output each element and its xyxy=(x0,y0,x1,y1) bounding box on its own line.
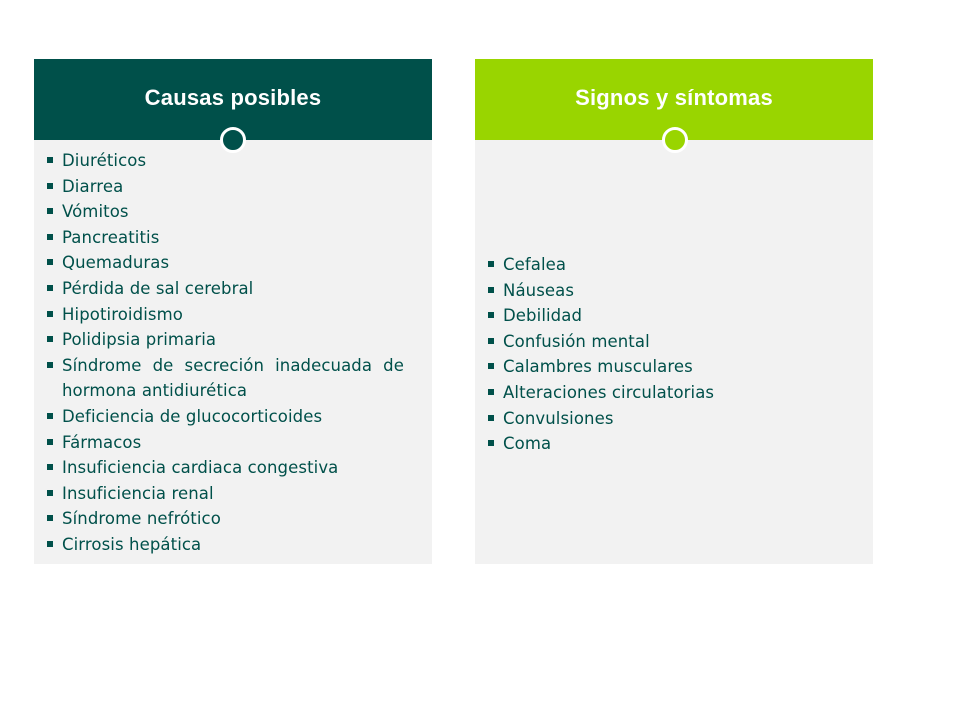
square-bullet-icon xyxy=(488,363,494,369)
square-bullet-icon xyxy=(47,259,53,265)
square-bullet-icon xyxy=(47,439,53,445)
list-item: Pancreatitis xyxy=(46,225,404,251)
list-item: Vómitos xyxy=(46,199,404,225)
list-item: Pérdida de sal cerebral xyxy=(46,276,404,302)
square-bullet-icon xyxy=(488,440,494,446)
causes-list xyxy=(46,148,404,558)
square-bullet-icon xyxy=(47,413,53,419)
list-item: Diarrea xyxy=(46,174,404,200)
square-bullet-icon xyxy=(47,183,53,189)
list-item: Hipotiroidismo xyxy=(46,302,404,328)
square-bullet-icon xyxy=(47,541,53,547)
square-bullet-icon xyxy=(488,338,494,344)
square-bullet-icon xyxy=(47,157,53,163)
symptoms-title: Signos y síntomas xyxy=(575,85,773,110)
list-item: Convulsiones xyxy=(487,406,845,432)
square-bullet-icon xyxy=(488,312,494,318)
symptoms-circle-marker xyxy=(662,127,688,153)
square-bullet-icon xyxy=(47,464,53,470)
list-item: Insuficiencia cardiaca congestiva xyxy=(46,455,404,481)
square-bullet-icon xyxy=(47,208,53,214)
square-bullet-icon xyxy=(488,287,494,293)
list-item: Calambres musculares xyxy=(487,354,845,380)
list-item: Cirrosis hepática xyxy=(46,532,404,558)
list-item: Insuficiencia renal xyxy=(46,481,404,507)
list-item: Diuréticos xyxy=(46,148,404,174)
causes-card xyxy=(34,59,432,564)
list-item: Alteraciones circulatorias xyxy=(487,380,845,406)
square-bullet-icon xyxy=(47,336,53,342)
symptoms-list xyxy=(487,252,845,457)
square-bullet-icon xyxy=(47,285,53,291)
square-bullet-icon xyxy=(488,261,494,267)
symptoms-card xyxy=(475,59,873,564)
list-item: Debilidad xyxy=(487,303,845,329)
list-item: Quemaduras xyxy=(46,250,404,276)
square-bullet-icon xyxy=(47,515,53,521)
list-item: Deficiencia de glucocorticoides xyxy=(46,404,404,430)
square-bullet-icon xyxy=(488,415,494,421)
list-item: Coma xyxy=(487,431,845,457)
list-item: Síndrome nefrótico xyxy=(46,506,404,532)
list-item: Síndrome de secreción inadecuada de hormona antidiurética xyxy=(46,353,404,404)
square-bullet-icon xyxy=(488,389,494,395)
list-item: Polidipsia primaria xyxy=(46,327,404,353)
list-item: Cefalea xyxy=(487,252,845,278)
list-item: Fármacos xyxy=(46,430,404,456)
square-bullet-icon xyxy=(47,234,53,240)
list-item: Confusión mental xyxy=(487,329,845,355)
square-bullet-icon xyxy=(47,362,53,368)
square-bullet-icon xyxy=(47,311,53,317)
square-bullet-icon xyxy=(47,490,53,496)
list-item: Náuseas xyxy=(487,278,845,304)
causes-title: Causas posibles xyxy=(144,85,322,110)
